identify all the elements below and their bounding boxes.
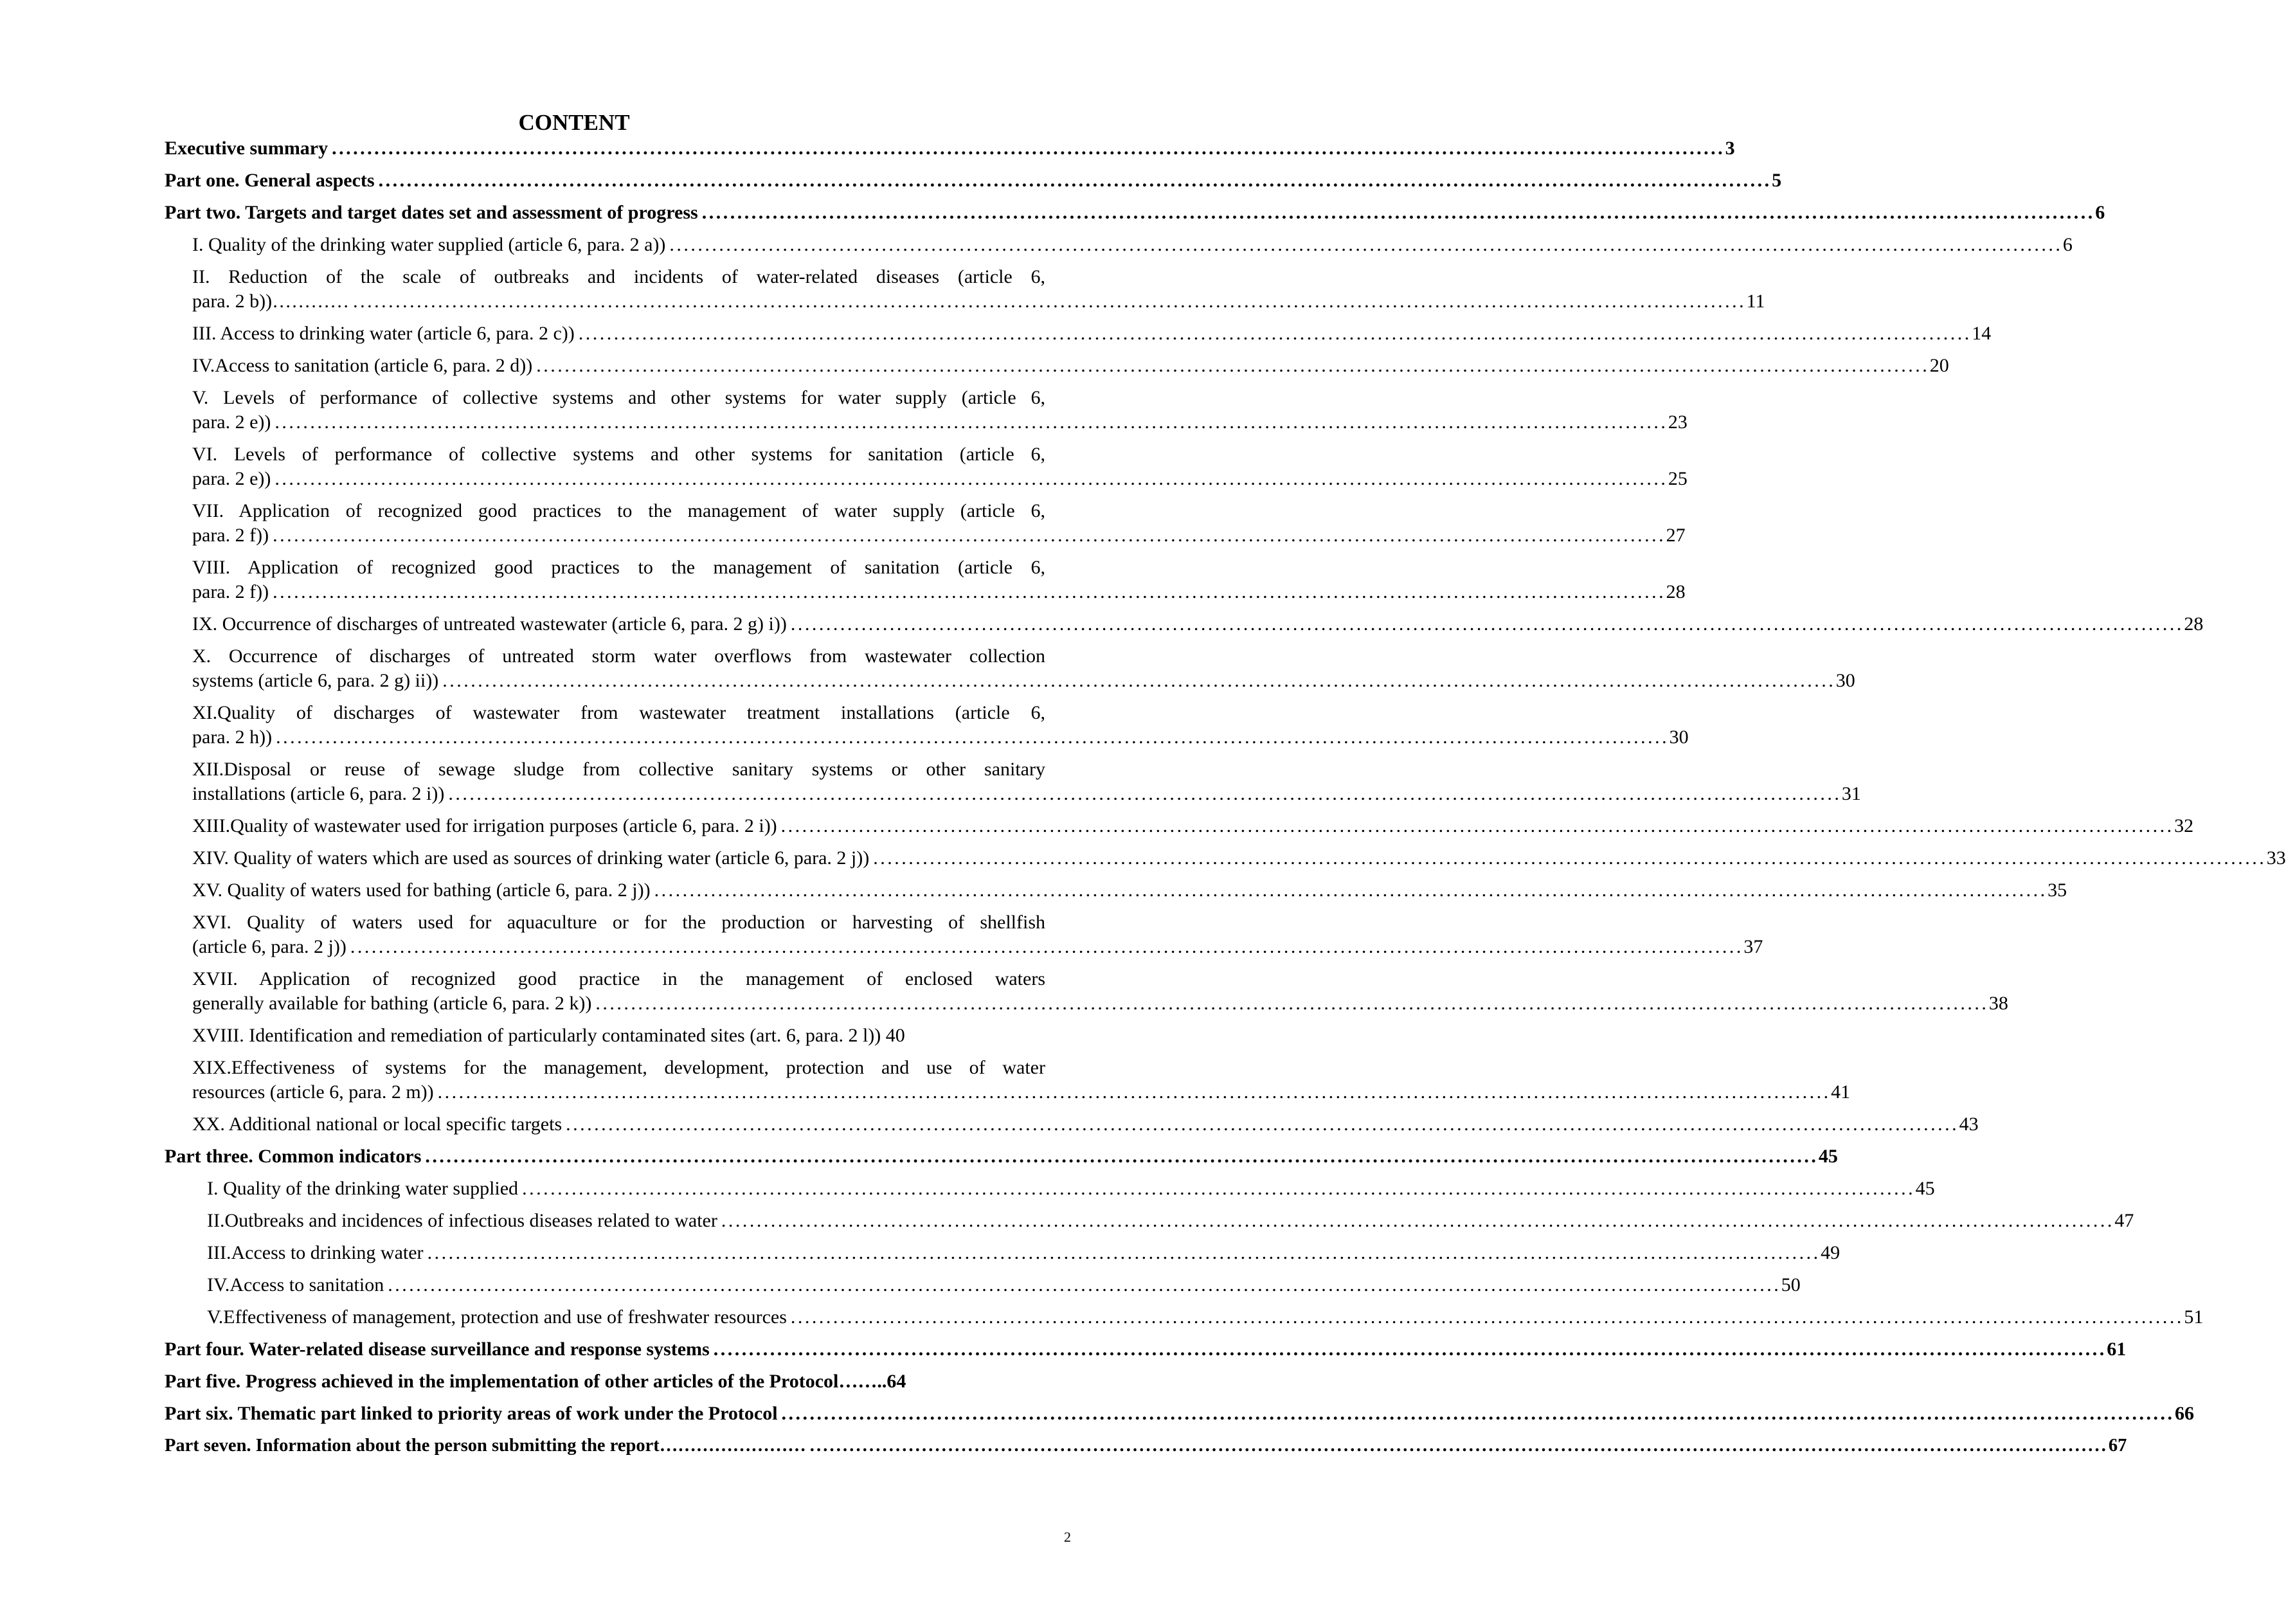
toc-entry-title: XVIII. Identification and remediation of particularly contaminated sites (art. 6, para. 2 l)) 40 bbox=[192, 1025, 905, 1046]
toc-entry[interactable] bbox=[192, 1024, 1045, 1048]
toc-entry-title-line: XVI. Quality of waters used for aquaculture or for the production or harvesting of shellfish bbox=[192, 912, 1045, 933]
toc-entry-title: Part seven. Information about the person submitting the report…………………… bbox=[165, 1436, 806, 1456]
leader-dots bbox=[654, 878, 2044, 903]
toc-page-number: 47 bbox=[2114, 1210, 2134, 1231]
toc-entry[interactable] bbox=[207, 1177, 1935, 1201]
toc-page-number: 20 bbox=[1929, 355, 1949, 376]
leader-dots bbox=[353, 289, 1743, 314]
toc-page-number: 31 bbox=[1841, 783, 1861, 804]
toc-page-number: 33 bbox=[2266, 847, 2286, 869]
toc-entry-title: I. Quality of the drinking water supplied bbox=[207, 1178, 519, 1199]
toc-entry[interactable] bbox=[192, 233, 2073, 257]
leader-dots bbox=[536, 354, 1926, 378]
leader-dots bbox=[428, 1241, 1817, 1265]
toc-entry-title: III.Access to drinking water bbox=[207, 1242, 424, 1263]
leader-dots bbox=[276, 725, 1666, 750]
leader-dots bbox=[274, 410, 1664, 435]
toc-entry[interactable] bbox=[192, 967, 2008, 1016]
toc-entry[interactable] bbox=[192, 1112, 1979, 1137]
toc-entry[interactable] bbox=[192, 814, 2194, 838]
toc-page-number: 41 bbox=[1831, 1081, 1851, 1103]
toc-entry[interactable] bbox=[165, 1337, 2127, 1362]
toc-page-number: 3 bbox=[1725, 138, 1735, 159]
leader-dots bbox=[702, 201, 2092, 225]
leader-dots bbox=[442, 669, 1832, 693]
toc-page-number: 5 bbox=[1772, 170, 1782, 191]
toc-entry[interactable] bbox=[165, 201, 2105, 225]
toc-entry[interactable] bbox=[192, 354, 1949, 378]
toc-entry-title: (article 6, para. 2 j)) bbox=[192, 936, 346, 957]
toc-page-number: 30 bbox=[1835, 670, 1855, 691]
leader-dots bbox=[448, 782, 1838, 806]
toc-page-number: 43 bbox=[1959, 1114, 1979, 1135]
leader-dots bbox=[781, 814, 2171, 838]
toc-entry[interactable] bbox=[192, 910, 1763, 959]
toc-entry-title: installations (article 6, para. 2 i)) bbox=[192, 783, 445, 804]
leader-dots bbox=[782, 1402, 2172, 1426]
toc-entry-title: XIV. Quality of waters which are used as sources of drinking water (article 6, para. 2 j)) bbox=[192, 847, 870, 869]
toc-page-number: 27 bbox=[1666, 525, 1686, 546]
leader-dots bbox=[791, 612, 2181, 636]
toc-entry[interactable] bbox=[192, 442, 1688, 491]
toc-entry[interactable] bbox=[165, 168, 1782, 193]
toc-title: CONTENT bbox=[518, 110, 630, 135]
toc-entry-title: para. 2 e)) bbox=[192, 468, 271, 489]
leader-dots bbox=[273, 580, 1662, 604]
leader-dots bbox=[669, 233, 2059, 257]
toc-entry-title-line: VIII. Application of recognized good practices to the management of sanitation (article 6, bbox=[192, 557, 1045, 578]
toc-entry[interactable] bbox=[165, 1402, 2195, 1426]
toc-entry-title: Part three. Common indicators bbox=[165, 1146, 422, 1167]
toc-entry-title: generally available for bathing (article 6, para. 2 k)) bbox=[192, 993, 592, 1014]
toc-page-number: 61 bbox=[2107, 1339, 2127, 1360]
toc-entry-title-line: V. Levels of performance of collective systems and other systems for water supply (article 6, bbox=[192, 387, 1045, 408]
toc-entry[interactable] bbox=[165, 136, 1735, 161]
toc-entry-title: XIII.Quality of wastewater used for irrigation purposes (article 6, para. 2 i)) bbox=[192, 815, 777, 836]
toc-page-number: 51 bbox=[2184, 1306, 2204, 1328]
toc-entry[interactable] bbox=[192, 701, 1689, 750]
toc-entry[interactable] bbox=[165, 1434, 2127, 1458]
toc-entry[interactable] bbox=[192, 499, 1686, 548]
toc-entry[interactable] bbox=[192, 757, 1861, 806]
toc-page-number: 30 bbox=[1669, 726, 1689, 748]
leader-dots bbox=[425, 1144, 1815, 1169]
page-number: 2 bbox=[1064, 1529, 1071, 1545]
toc-page-number: 35 bbox=[2048, 880, 2067, 901]
toc-entry[interactable] bbox=[192, 321, 1992, 346]
leader-dots bbox=[721, 1209, 2111, 1233]
toc-entry[interactable] bbox=[165, 1369, 1045, 1394]
leader-dots bbox=[566, 1112, 1956, 1137]
toc-page-number: 6 bbox=[2095, 202, 2105, 223]
toc-entry-title-line: II. Reduction of the scale of outbreaks and incidents of water-related diseases (article 6, bbox=[192, 266, 1045, 287]
toc-entry-title-line: XI.Quality of discharges of wastewater from wastewater treatment installations (article 6, bbox=[192, 702, 1045, 723]
toc-entry-title: IX. Occurrence of discharges of untreated wastewater (article 6, para. 2 g) i)) bbox=[192, 613, 787, 635]
toc-entry-title: para. 2 h)) bbox=[192, 726, 273, 748]
leader-dots bbox=[579, 321, 1968, 346]
toc-entry-title: systems (article 6, para. 2 g) ii)) bbox=[192, 670, 439, 691]
leader-dots bbox=[379, 168, 1769, 193]
toc-entry[interactable] bbox=[192, 644, 1855, 693]
toc-entry-title: III. Access to drinking water (article 6, para. 2 c)) bbox=[192, 323, 575, 344]
toc-entry[interactable] bbox=[192, 555, 1686, 604]
toc-page-number: 6 bbox=[2062, 234, 2073, 255]
toc-page-number: 32 bbox=[2174, 815, 2194, 836]
toc-entry[interactable] bbox=[207, 1305, 2204, 1330]
toc-page-number: 25 bbox=[1668, 468, 1688, 489]
leader-dots bbox=[522, 1177, 1912, 1201]
leader-dots bbox=[791, 1305, 2181, 1330]
toc-page-number: 45 bbox=[1818, 1146, 1838, 1167]
toc-page-number: 49 bbox=[1821, 1242, 1841, 1263]
toc-entry[interactable] bbox=[192, 878, 2067, 903]
toc-entry-title: para. 2 f)) bbox=[192, 581, 269, 602]
leader-dots bbox=[388, 1273, 1778, 1297]
leader-dots bbox=[350, 935, 1740, 959]
toc-page-number: 37 bbox=[1743, 936, 1763, 957]
toc-entry-title-line: VI. Levels of performance of collective systems and other systems for sanitation (article 6, bbox=[192, 444, 1045, 465]
toc-entry-title: V.Effectiveness of management, protection and use of freshwater resources bbox=[207, 1306, 787, 1328]
leader-dots bbox=[873, 846, 2263, 871]
toc-entry[interactable] bbox=[192, 846, 2286, 871]
toc-page-number: 67 bbox=[2108, 1436, 2127, 1456]
toc-entry-title-line: X. Occurrence of discharges of untreated storm water overflows from wastewater collection bbox=[192, 645, 1045, 667]
toc-entry-title: XX. Additional national or local specific targets bbox=[192, 1114, 562, 1135]
toc-page-number: 50 bbox=[1781, 1274, 1801, 1295]
toc-entry[interactable] bbox=[192, 386, 1688, 435]
toc-entry[interactable] bbox=[207, 1273, 1801, 1297]
toc-entry[interactable] bbox=[192, 612, 2204, 636]
toc-page-number: 45 bbox=[1915, 1178, 1935, 1199]
toc-entry-title: Part one. General aspects bbox=[165, 170, 375, 191]
toc-page-number: 28 bbox=[2184, 613, 2204, 635]
toc-entry-title-line: VII. Application of recognized good practices to the management of water supply (article 6, bbox=[192, 500, 1045, 521]
toc-entry-title: resources (article 6, para. 2 m)) bbox=[192, 1081, 434, 1103]
toc-entry-title: Executive summary bbox=[165, 138, 328, 159]
toc-entry-title: IV.Access to sanitation (article 6, para. 2 d)) bbox=[192, 355, 533, 376]
toc-entry-title: IV.Access to sanitation bbox=[207, 1274, 384, 1295]
toc-page-number: 66 bbox=[2175, 1403, 2195, 1424]
toc-entry[interactable] bbox=[165, 1144, 1838, 1169]
leader-dots bbox=[810, 1434, 2105, 1458]
leader-dots bbox=[273, 523, 1662, 548]
toc-entry-title-line: XII.Disposal or reuse of sewage sludge from collective sanitary systems or other sanitary bbox=[192, 759, 1045, 780]
leader-dots bbox=[332, 136, 1722, 161]
toc-entry-title: para. 2 e)) bbox=[192, 411, 271, 433]
toc-entry[interactable] bbox=[192, 265, 1765, 314]
toc-entry-title: Part six. Thematic part linked to priority areas of work under the Protocol bbox=[165, 1403, 778, 1424]
leader-dots bbox=[714, 1337, 2103, 1362]
toc-entry-title: I. Quality of the drinking water supplied (article 6, para. 2 a)) bbox=[192, 234, 666, 255]
toc-page-number: 28 bbox=[1666, 581, 1686, 602]
toc-page-number: 14 bbox=[1972, 323, 1992, 344]
toc-entry-title: II.Outbreaks and incidences of infectious diseases related to water bbox=[207, 1210, 717, 1231]
toc-page-number: 11 bbox=[1746, 291, 1765, 312]
toc-entry-title-line: XVII. Application of recognized good practice in the management of enclosed waters bbox=[192, 968, 1045, 989]
toc-entry[interactable] bbox=[207, 1209, 2134, 1233]
toc-entry-title: para. 2 f)) bbox=[192, 525, 269, 546]
toc-entry[interactable] bbox=[192, 1056, 1851, 1105]
toc-entry-title: para. 2 b))………… bbox=[192, 291, 350, 312]
toc-entry-title: Part four. Water-related disease surveillance and response systems bbox=[165, 1339, 710, 1360]
toc-entry-title-line: XIX.Effectiveness of systems for the management, development, protection and use of water bbox=[192, 1057, 1045, 1078]
toc-entry-title: Part two. Targets and target dates set and assessment of progress bbox=[165, 202, 698, 223]
toc-page-number: 23 bbox=[1668, 411, 1688, 433]
toc-page-number: 38 bbox=[1988, 993, 2008, 1014]
toc-entry-title: XV. Quality of waters used for bathing (article 6, para. 2 j)) bbox=[192, 880, 651, 901]
leader-dots bbox=[274, 467, 1664, 491]
toc-entry-title: Part five. Progress achieved in the implementation of other articles of the Protocol……..64 bbox=[165, 1371, 906, 1392]
leader-dots bbox=[595, 991, 1985, 1016]
toc-entry[interactable] bbox=[207, 1241, 1841, 1265]
leader-dots bbox=[438, 1080, 1828, 1105]
